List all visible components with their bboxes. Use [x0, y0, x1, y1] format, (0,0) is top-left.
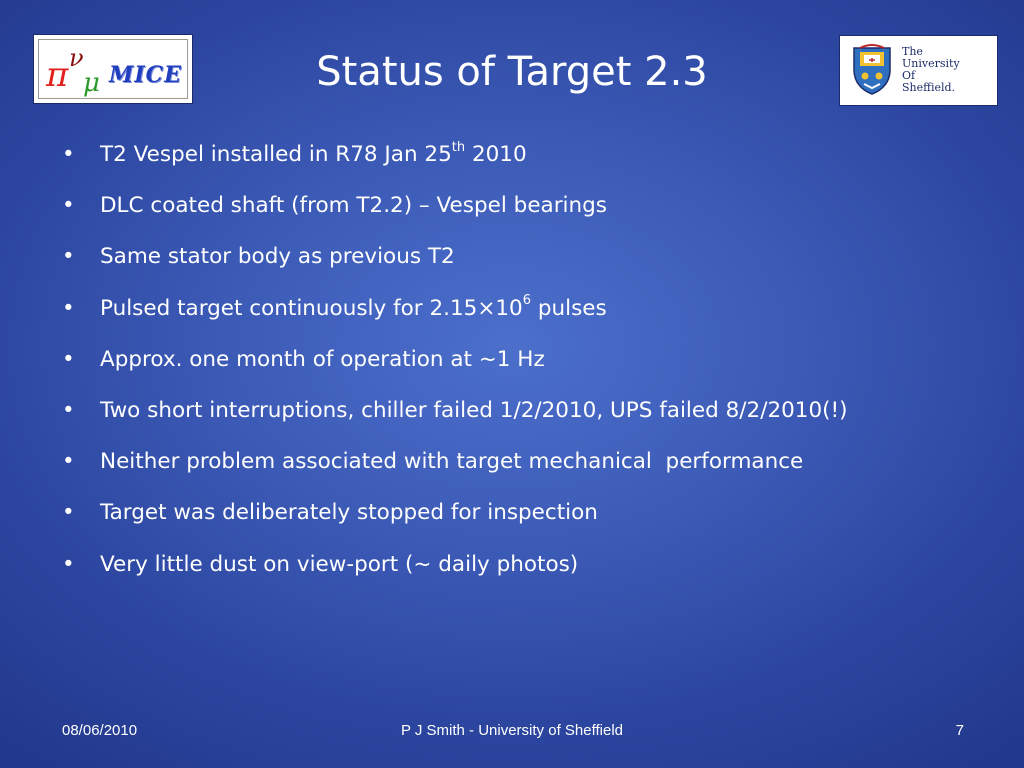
mice-logo [33, 34, 193, 104]
bullet-text: Pulsed target continuously for 2.15×10 [100, 295, 523, 321]
bullet-dot: • [62, 142, 75, 167]
bullet-item [62, 290, 848, 341]
bullet-item [62, 341, 848, 392]
bullet-item [62, 238, 848, 289]
bullet-item [62, 392, 848, 443]
university-shield-icon [850, 44, 894, 96]
slide-number: 7 [955, 722, 964, 739]
superscript: 6 [522, 293, 531, 309]
bullet-dot: • [62, 551, 75, 577]
bullet-dot: • [62, 449, 75, 475]
sheffield-logo-text [902, 46, 960, 94]
mice-logo-frame [38, 39, 188, 99]
footer-date: 08/06/2010 [62, 722, 138, 739]
sheffield-line: Of [902, 69, 916, 82]
bullet-text-after: 2010 [465, 142, 527, 167]
mice-mu-glyph: μ [83, 68, 100, 98]
sheffield-line: University [902, 57, 960, 70]
bullet-list [62, 136, 848, 597]
bullet-text: Approx. one month of operation at ~1 Hz [100, 346, 545, 372]
sheffield-line: Sheffield. [902, 81, 956, 94]
mice-pi-glyph: π [46, 55, 69, 95]
bullet-item [62, 443, 848, 494]
bullet-item [62, 187, 848, 238]
bullet-item [62, 546, 848, 597]
bullet-dot: • [62, 193, 75, 219]
bullet-text: Target was deliberately stopped for inspection [100, 500, 598, 526]
bullet-text: DLC coated shaft (from T2.2) – Vespel bearings [100, 193, 608, 219]
bullet-text: Very little dust on view-port (~ daily photos) [100, 551, 579, 577]
mice-logo-text: MICE [109, 62, 182, 88]
bullet-text: Neither problem associated with target mechanical performance [100, 449, 804, 475]
bullet-text: Same stator body as previous T2 [100, 244, 455, 270]
bullet-item [62, 494, 848, 545]
bullet-text: Two short interruptions, chiller failed 1/2/2010, UPS failed 8/2/2010(!) [100, 397, 848, 423]
slide-title: Status of Target 2.3 [316, 49, 708, 95]
superscript: th [451, 139, 466, 155]
bullet-text-after: pulses [531, 295, 607, 321]
bullet-item [62, 136, 848, 187]
bullet-dot: • [62, 346, 75, 372]
footer-author: P J Smith - University of Sheffield [400, 722, 624, 739]
bullet-dot: • [62, 295, 75, 321]
sheffield-logo [839, 35, 998, 106]
bullet-dot: • [62, 500, 75, 526]
bullet-dot: • [62, 397, 75, 423]
sheffield-line: The [902, 45, 923, 58]
mice-nu-glyph: ν [69, 44, 84, 72]
bullet-dot: • [62, 244, 75, 270]
bullet-text: T2 Vespel installed in R78 Jan 25 [100, 142, 452, 167]
